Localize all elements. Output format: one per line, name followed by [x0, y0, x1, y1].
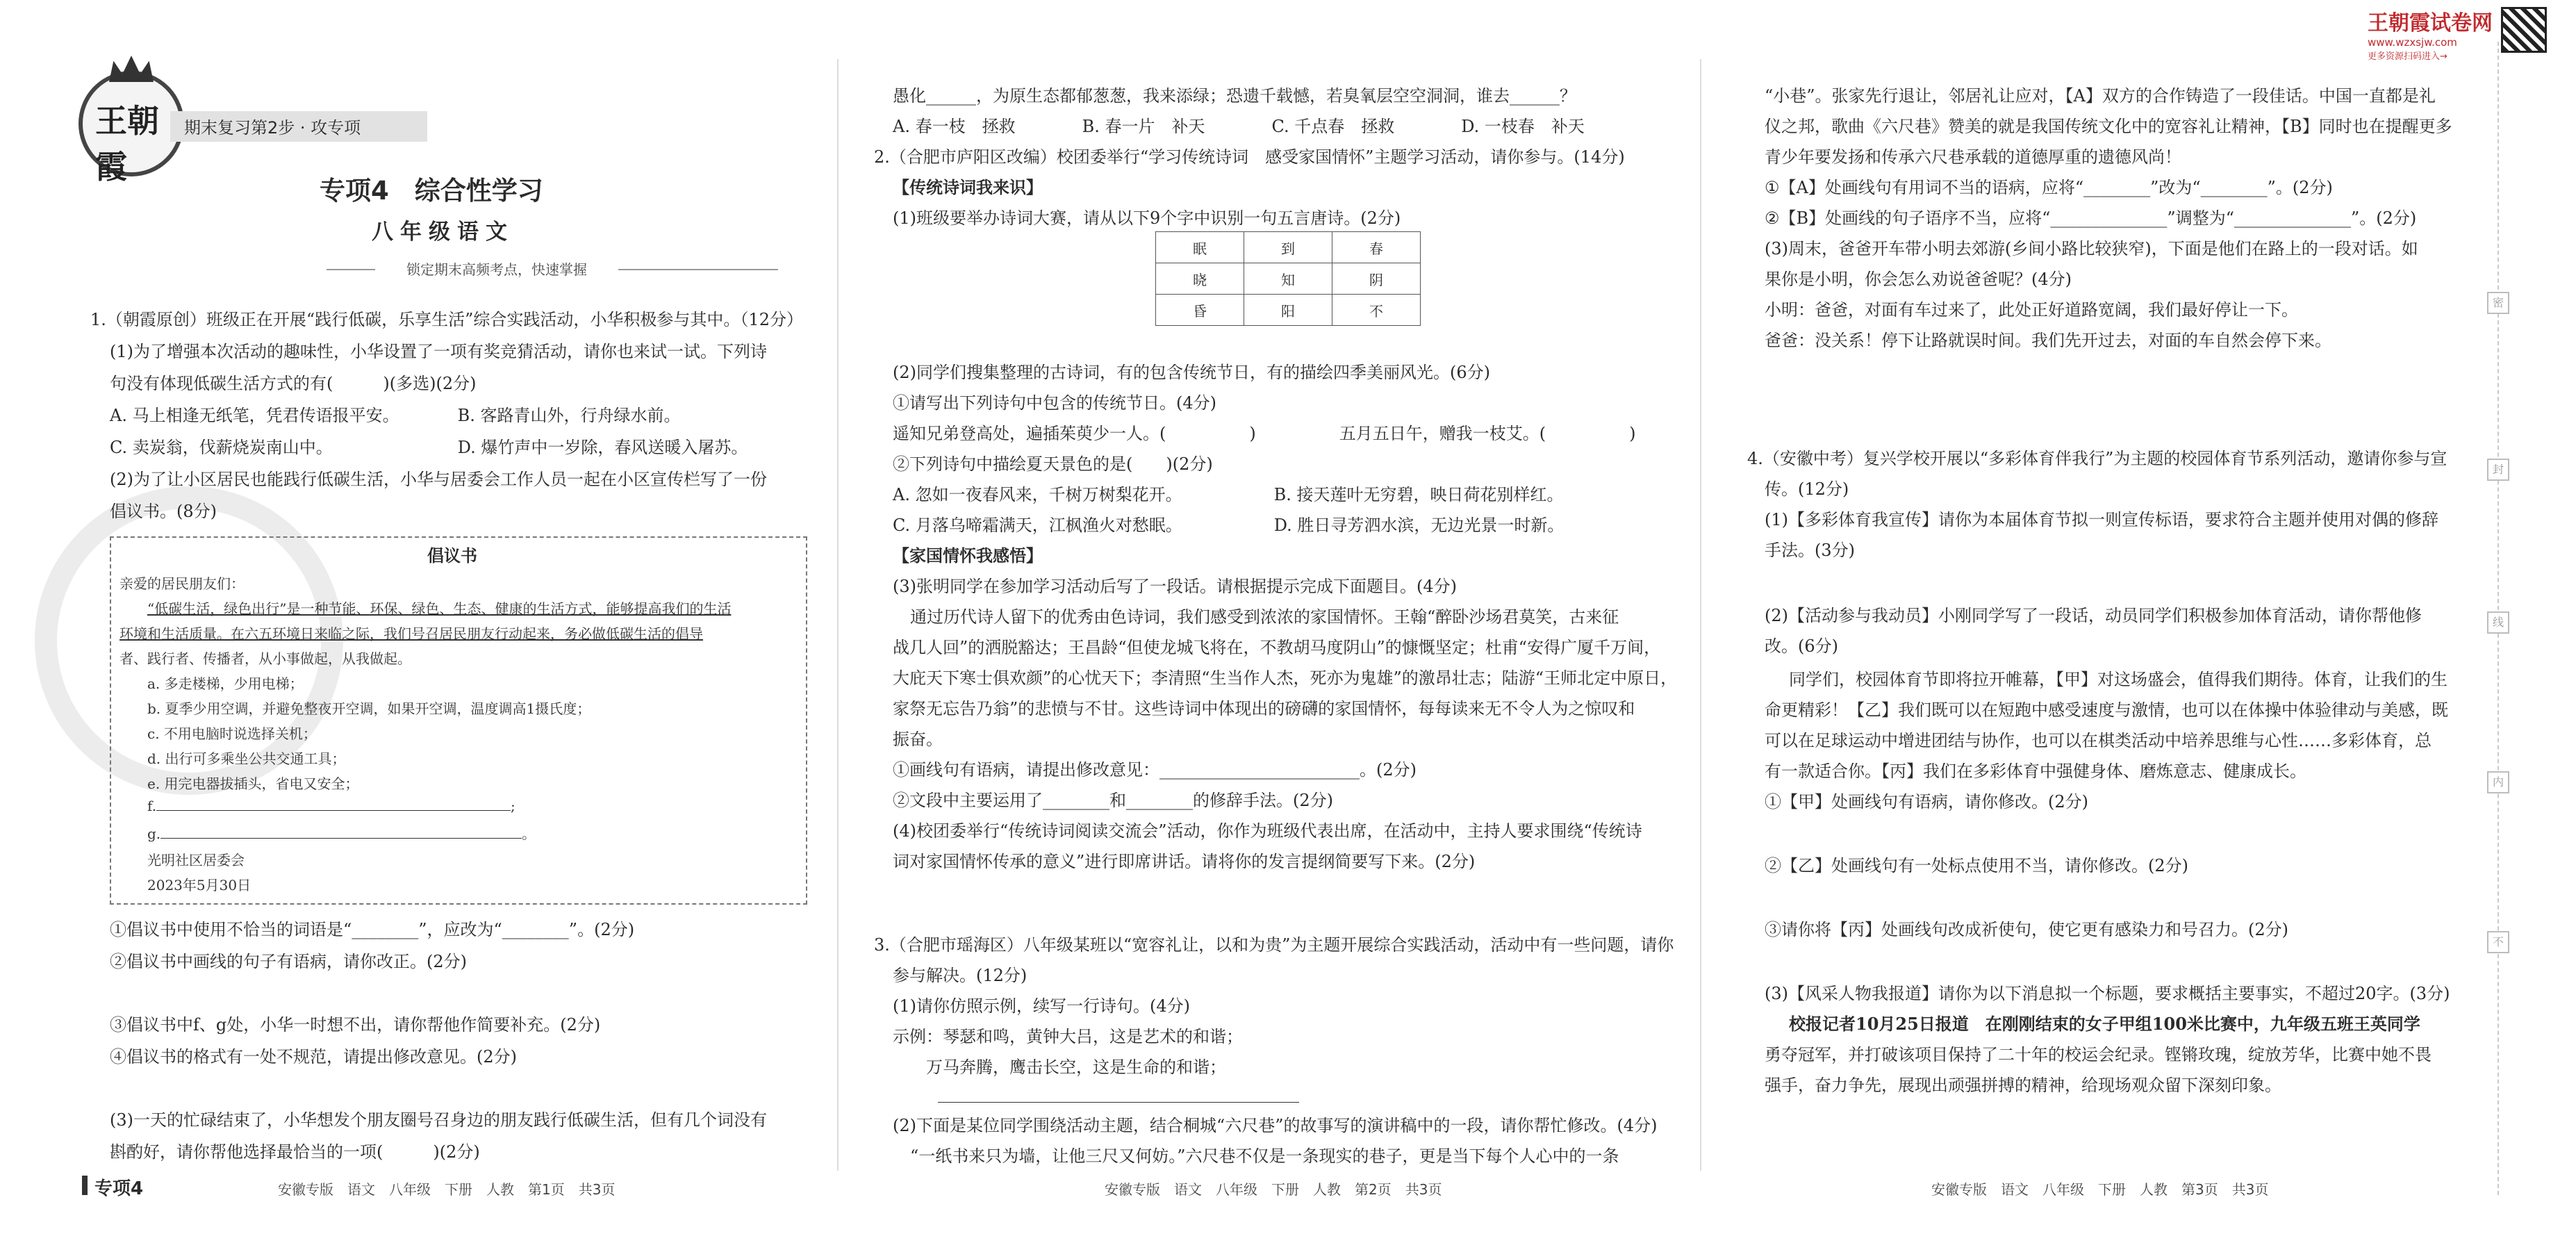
sub-question: ③请你将【丙】处画线句改成祈使句，使它更有感染力和号召力。(2分): [1765, 920, 2288, 939]
table-cell: 阴: [1332, 263, 1421, 295]
news-line: 强手，奋力争先，展现出顽强拼搏的精神，给现场观众留下深刻印象。: [1765, 1076, 2281, 1095]
question-line: 斟酌好，请你帮他选择最恰当的一项( )(2分): [110, 1142, 480, 1162]
proposal-line: “低碳生活，绿色出行”是一种节能、环保、绿色、生态、健康的生活方式，能够提高我们的生活: [147, 600, 732, 617]
passage-line: 振奋。: [893, 730, 943, 749]
sub-question: ①请写出下列诗句中包含的传统节日。(4分): [893, 393, 1216, 413]
proposal-line: c. 不用电脑时说选择关机；: [147, 725, 317, 742]
question-line: (1)为了增强本次活动的趣味性，小华设置了一项有奖竞猜活动，请你也来试一试。下列诗: [110, 342, 767, 361]
question-line: (1)请你仿照示例，续写一行诗句。(4分): [893, 996, 1190, 1016]
option-line: C. 卖炭翁，伐薪烧炭南山中。 D. 爆竹声中一岁除，春风送暖入屠苏。: [110, 438, 748, 457]
blank-f[interactable]: [156, 810, 511, 811]
passage-line: 青少年要发扬和传承六尺巷承载的道德厚重的遗德风尚！: [1765, 147, 2181, 167]
question-line: 改。(6分): [1765, 636, 1838, 656]
cut-mark: 封: [2487, 459, 2509, 481]
poem-character-table: [1155, 231, 1421, 326]
sub-question: ③倡议书中f、g处，小华一时想不出，请你帮他作简要补充。(2分): [110, 1015, 601, 1035]
passage-line: 命更精彩！【乙】我们既可以在短跑中感受速度与激情，也可以在体操中体验律动与美感，既: [1765, 700, 2448, 720]
brand-url: www.wzxsjw.com: [2368, 36, 2457, 49]
table-cell: 晓: [1156, 263, 1244, 295]
tagline-rule: [618, 269, 778, 270]
proposal-line: 环境和生活质量。在六五环境日来临之际，我们号召居民朋友行动起来，务必做低碳生活的倡导: [119, 625, 703, 642]
table-cell: 知: [1244, 263, 1332, 295]
option-line: A. 春一枝 拯救 B. 春一片 补天 C. 千点春 拯救 D. 一枝春 补天: [893, 117, 1585, 136]
question-line: 句没有体现低碳生活方式的有( )(多选)(2分): [110, 374, 477, 393]
question-line: (1)【多彩体育我宣传】请你为本届体育节拟一则宣传标语，要求符合主题并使用对偶的修辞: [1765, 510, 2438, 529]
proposal-line-f: f. ;: [147, 798, 515, 814]
question-line: 词对家国情怀传承的意义”进行即席讲话。请将你的发言提纲简要写下来。(2分): [893, 852, 1476, 871]
example-line: 万马奔腾，鹰击长空，这是生命的和谐；: [893, 1057, 1226, 1077]
sub-question: ①倡议书中使用不恰当的词语是“________”，应改为“________”。(2分): [110, 920, 635, 939]
proposal-line-g: g. 。: [147, 825, 536, 842]
page-footer: 安徽专版 语文 八年级 下册 人教 第2页 共3页: [1105, 1181, 1442, 1198]
question-line: 遥知兄弟登高处，遍插茱萸少一人。( ) 五月五日午，赠我一枝艾。( ): [893, 424, 1636, 443]
cut-mark: 线: [2487, 611, 2509, 634]
passage-line: 家祭无忘告乃翁”的悲愤与不甘。这些诗词中体现出的磅礴的家国情怀，每每读来无不令人为之惊叹和: [893, 699, 1635, 718]
table-cell: 阳: [1244, 295, 1332, 326]
page-footer: 安徽专版 语文 八年级 下册 人教 第1页 共3页: [278, 1181, 616, 1198]
tagline: 锁定期末高频考点，快速掌握: [406, 261, 587, 278]
page-subtitle: 八年级语文: [372, 220, 514, 245]
question-line: (3)【风采人物我报道】请你为以下消息拟一个标题，要求概括主要事实，不超过20字。(3分): [1765, 984, 2450, 1003]
question-3: 3.（合肥市瑶海区）八年级某班以“宽容礼让，以和为贵”为主题开展综合实践活动，活动中有一些问题，请你: [874, 935, 1674, 955]
answer-line[interactable]: [938, 1102, 1299, 1103]
tagline-rule: [327, 269, 375, 270]
passage-line: “一纸书来只为墙，让他三尺又何妨。”六尺巷不仅是一条现实的巷子，更是当下每个人心中的一条: [910, 1146, 1619, 1166]
logo-text: 王朝霞: [95, 102, 159, 186]
question-line: 果你是小明，你会怎么劝说爸爸呢？(4分): [1765, 270, 2072, 289]
table-cell: 到: [1244, 232, 1332, 263]
passage-line: 战几人回”的洒脱豁达；王昌龄“但使龙城飞将在，不教胡马度阴山”的慷慨坚定；杜甫“安得广厦千万间，: [893, 638, 1661, 657]
sub-question: ②文段中主要运用了________和________的修辞手法。(2分): [893, 791, 1333, 810]
crown-icon: [109, 56, 154, 82]
section-heading: 【传统诗词我来识】: [893, 178, 1043, 197]
question-line: 手法。(3分): [1765, 541, 1855, 560]
example-line: 示例：琴瑟和鸣，黄钟大吕，这是艺术的和谐；: [893, 1027, 1243, 1046]
question-line: 愚化______，为原生态都郁葱葱，我来添绿；恐遗千载憾，若臭氧层空空洞洞，谁去______？: [893, 86, 1576, 106]
question-line: 参与解决。(12分): [893, 966, 1027, 985]
blank-g[interactable]: [160, 838, 522, 839]
brand-note: 更多资源扫码进入→: [2368, 51, 2447, 62]
proposal-line: a. 多走楼梯，少用电梯；: [147, 675, 304, 692]
question-line: (2)下面是某位同学围绕活动主题，结合桐城“六尺巷”的故事写的演讲稿中的一段，请你帮忙修改。(4分): [893, 1116, 1658, 1135]
passage-line: 有一款适合你。【丙】我们在多彩体育中强健身体、磨炼意志、健康成长。: [1765, 762, 2306, 781]
news-line: 校报记者10月25日报道 在刚刚结束的女子甲组100米比赛中，九年级五班王英同学: [1789, 1014, 2420, 1034]
page-title: 专项4 综合性学习: [320, 176, 543, 206]
proposal-line: 亲爱的居民朋友们：: [119, 575, 245, 592]
proposal-date: 2023年5月30日: [147, 877, 251, 894]
question-line: (4)校团委举行“传统诗词阅读交流会”活动，你作为班级代表出席，在活动中，主持人要求围绕“传统诗: [893, 821, 1642, 841]
proposal-line: 者、践行者、传播者，从小事做起，从我做起。: [119, 650, 411, 667]
question-1: 1.（朝霞原创）班级正在开展“践行低碳，乐享生活”综合实践活动，小华积极参与其中。（12分）: [90, 310, 803, 329]
cut-mark: 内: [2487, 771, 2509, 793]
question-line: (2)【活动参与我动员】小刚同学写了一段话，动员同学们积极参加体育活动，请你帮他修: [1765, 606, 2422, 625]
sub-question: ①画线句有语病，请提出修改意见：________________________。(2分): [893, 760, 1417, 780]
question-line: (2)为了让小区居民也能践行低碳生活，小华与居委会工作人员一起在小区宣传栏写了一份: [110, 470, 767, 489]
page-divider-2: [1700, 59, 1701, 1171]
option-line: A. 马上相逢无纸笔，凭君传语报平安。 B. 客路青山外，行舟绿水前。: [110, 406, 681, 425]
footer-label: 专项4: [94, 1178, 144, 1199]
page-footer: 安徽专版 语文 八年级 下册 人教 第3页 共3页: [1931, 1181, 2269, 1198]
proposal-line-g-label: g.: [147, 825, 161, 842]
sub-question: ②【乙】处画线句有一处标点使用不当，请你修改。(2分): [1765, 856, 2188, 875]
question-line: (3)张明同学在参加学习活动后写了一段话。请根据提示完成下面题目。(4分): [893, 577, 1457, 596]
qr-code-icon: [2501, 7, 2547, 53]
header-label: 期末复习第2步 · 攻专项: [184, 118, 361, 138]
dialogue-line: 小明：爸爸，对面有车过来了，此处正好道路宽阔，我们最好停让一下。: [1765, 300, 2298, 320]
table-cell: 春: [1332, 232, 1421, 263]
question-line: 传。(12分): [1765, 479, 1849, 499]
proposal-line: d. 出行可多乘坐公共交通工具；: [147, 750, 346, 767]
proposal-signature: 光明社区居委会: [147, 852, 245, 869]
dialogue-line: 爸爸：没关系！停下让路就误时间。我们先开过去，对面的车自然会停下来。: [1765, 331, 2331, 350]
question-line: 倡议书。(8分): [110, 502, 217, 521]
table-cell: 不: [1332, 295, 1421, 326]
passage-line: 同学们，校园体育节即将拉开帷幕，【甲】对这场盛会，值得我们期待。体育，让我们的生: [1789, 670, 2447, 689]
table-cell: 昏: [1156, 295, 1244, 326]
option-line: C. 月落乌啼霜满天，江枫渔火对愁眠。 D. 胜日寻芳泗水滨，无边光景一时新。: [893, 516, 1564, 535]
cut-mark: 不: [2487, 931, 2509, 953]
question-line: (3)周末，爸爸开车带小明去郊游(乡间小路比较狭窄)，下面是他们在路上的一段对话。如: [1765, 239, 2418, 258]
sub-question: ②倡议书中画线的句子有语病，请你改正。(2分): [110, 952, 467, 971]
question-2: 2.（合肥市庐阳区改编）校团委举行“学习传统诗词 感受家国情怀”主题学习活动，请你参与。(14分): [874, 147, 1625, 167]
question-4: 4.（安徽中考）复兴学校开展以“多彩体育伴我行”为主题的校园体育节系列活动，邀请你参与宣: [1747, 449, 2447, 468]
footer-mark: [82, 1176, 88, 1195]
sub-question: ②【B】处画线的句子语序不当，应将“______________”调整为“______________”。(2分): [1765, 208, 2417, 228]
passage-line: 大庇天下寒士俱欢颜”的心忧天下；李清照“生当作人杰，死亦为鬼雄”的激昂壮志；陆游“王师北定中原日，: [893, 668, 1678, 688]
proposal-title: 倡议书: [427, 546, 477, 566]
passage-line: 仪之邦，歌曲《六尺巷》赞美的就是我国传统文化中的宽容礼让精神，【B】同时也在提醒更多: [1765, 117, 2452, 136]
sub-question: ②下列诗句中描绘夏天景色的是( )(2分): [893, 454, 1213, 474]
option-line: A. 忽如一夜春风来，千树万树梨花开。 B. 接天莲叶无穷碧，映日荷花别样红。: [893, 485, 1564, 504]
sub-question: ①【甲】处画线句有语病，请你修改。(2分): [1765, 792, 2088, 812]
brand-name: 王朝霞试卷网: [2368, 11, 2493, 35]
brand-block: [2368, 6, 2493, 62]
cut-mark: 密: [2487, 292, 2509, 314]
page-divider-1: [837, 59, 839, 1171]
passage-line: “小巷”。张家先行退让，邻居礼让应对，【A】双方的合作铸造了一段佳话。中国一直都是礼: [1765, 86, 2436, 106]
tagline-row: [327, 258, 868, 279]
proposal-line: e. 用完电器拔插头，省电又安全；: [147, 775, 359, 792]
news-line: 勇夺冠军，并打破该项目保持了二十年的校运会纪录。铿锵玫瑰，绽放芳华，比赛中她不畏: [1765, 1045, 2431, 1064]
passage-line: 可以在足球运动中增进团结与协作，也可以在棋类活动中培养思维与心性……多彩体育，总: [1765, 731, 2431, 750]
section-heading: 【家国情怀我感悟】: [893, 546, 1043, 566]
question-line: (3)一天的忙碌结束了，小华想发个朋友圈号召身边的朋友践行低碳生活，但有几个词没有: [110, 1110, 767, 1130]
brand-logo: [79, 71, 184, 186]
sub-question: ④倡议书的格式有一处不规范，请提出修改意见。(2分): [110, 1047, 517, 1067]
question-line: (2)同学们搜集整理的古诗词，有的包含传统节日，有的描绘四季美丽风光。(6分): [893, 363, 1490, 382]
passage-line: 通过历代诗人留下的优秀由色诗词，我们感受到浓浓的家国情怀。王翰“醉卧沙场君莫笑，古来征: [910, 607, 1619, 627]
table-cell: 眠: [1156, 232, 1244, 263]
sub-question: ①【A】处画线句有用词不当的语病，应将“________”改为“________”。(2分): [1765, 178, 2333, 197]
proposal-line: b. 夏季少用空调，并避免整夜开空调，如果开空调，温度调高1摄氏度；: [147, 700, 591, 717]
proposal-line-f-label: f.: [147, 798, 157, 814]
question-line: (1)班级要举办诗词大赛，请从以下9个字中识别一句五言唐诗。(2分): [893, 208, 1401, 228]
